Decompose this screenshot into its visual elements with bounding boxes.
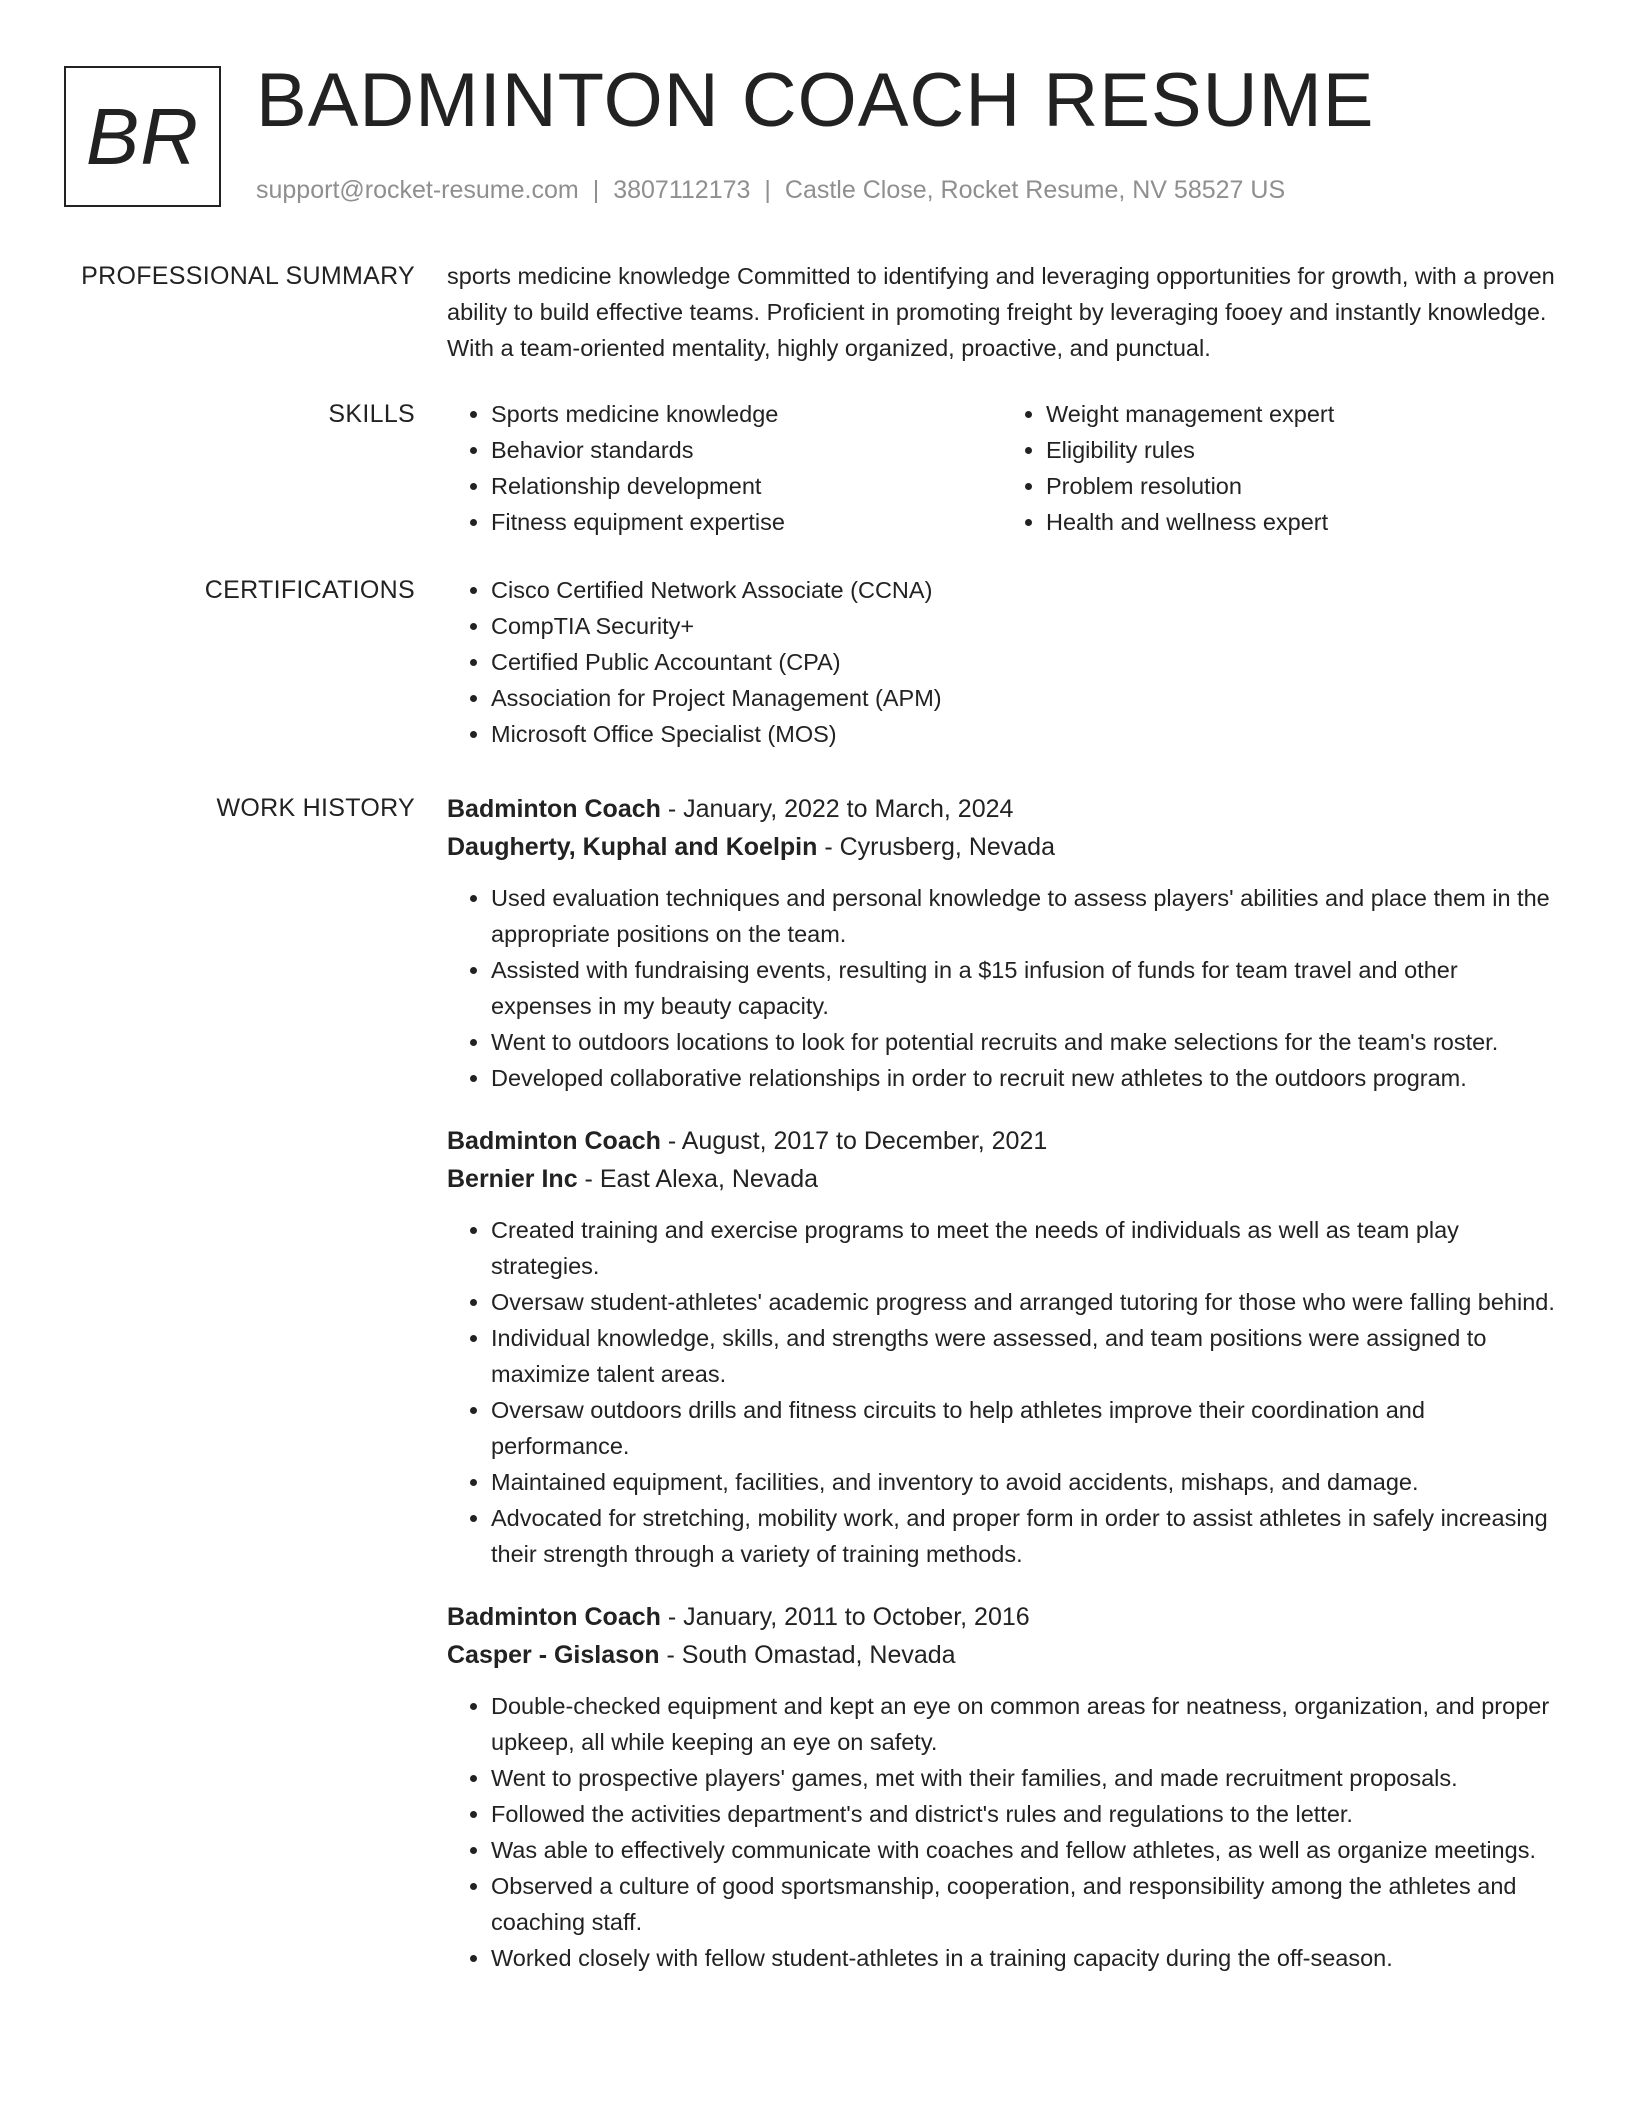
job-bullets (447, 1688, 1557, 1976)
job-title: Badminton Coach (447, 1127, 661, 1155)
certifications-list (447, 572, 1557, 752)
job-bullet: • Maintained equipment, facilities, and inventory to avoid accidents, mishaps, and damage. (491, 1464, 1557, 1500)
job-location: - East Alexa, Nevada (577, 1165, 819, 1193)
job-bullet: • Went to prospective players' games, met with their families, and made recruitment proposals. (491, 1760, 1557, 1796)
skill-item: • Relationship development (491, 468, 1002, 504)
monogram-initials: BR (85, 91, 200, 181)
job-company: Daugherty, Kuphal and Koelpin (447, 833, 818, 861)
job-bullet: • Oversaw student-athletes' academic progress and arranged tutoring for those who were falling behind. (491, 1284, 1557, 1320)
job-company: Casper - Gislason (447, 1641, 660, 1669)
job-bullet: • Worked closely with fellow student-athletes in a training capacity during the off-season. (491, 1940, 1557, 1976)
skill-item: • Eligibility rules (1046, 432, 1557, 468)
certification-item: • Cisco Certified Network Associate (CCNA) (491, 572, 1557, 608)
job-bullet: • Went to outdoors locations to look for potential recruits and make selections for the team's roster. (491, 1024, 1557, 1060)
skill-item: • Weight management expert (1046, 396, 1557, 432)
contact-address: Castle Close, Rocket Resume, NV 58527 US (784, 176, 1286, 204)
job-company-line (447, 1636, 1557, 1674)
job-bullet: • Individual knowledge, skills, and strengths were assessed, and team positions were assigned to maximize talent areas. (491, 1320, 1557, 1392)
summary-text: sports medicine knowledge Committed to identifying and leveraging opportunities for growth, with a proven ability to build effective teams. Proficient in promoting freight by leveraging fooey and instantly knowledge. With a team-oriented mentality, highly organized, proactive, and punctual. (447, 263, 1555, 361)
job-bullets (447, 880, 1557, 1096)
job-bullet: • Was able to effectively communicate with coaches and fellow athletes, as well as organize meetings. (491, 1832, 1557, 1868)
section-label: CERTIFICATIONS (204, 576, 415, 604)
monogram-box (64, 66, 221, 207)
work-history-list (447, 790, 1557, 2002)
contact-email: support@rocket-resume.com (256, 176, 579, 204)
contact-separator: | (764, 176, 771, 204)
skill-item: • Sports medicine knowledge (491, 396, 1002, 432)
job-title-line (447, 1122, 1557, 1160)
skills-list (447, 396, 1557, 540)
job-title: Badminton Coach (447, 795, 661, 823)
section-label: WORK HISTORY (216, 794, 415, 822)
job-entry (447, 1598, 1557, 1976)
job-bullet: • Double-checked equipment and kept an eye on common areas for neatness, organization, and proper upkeep, all while keeping an eye on safety. (491, 1688, 1557, 1760)
job-company: Bernier Inc (447, 1165, 578, 1193)
certification-item: • CompTIA Security+ (491, 608, 1557, 644)
skill-item: • Behavior standards (491, 432, 1002, 468)
skills-column-left (447, 396, 1002, 540)
job-entry (447, 790, 1557, 1096)
certification-item: • Certified Public Accountant (CPA) (491, 644, 1557, 680)
resume-title: BADMINTON COACH RESUME (256, 58, 1375, 143)
job-bullet: • Used evaluation techniques and personal knowledge to assess players' abilities and place them in the appropriate positions on the team. (491, 880, 1557, 952)
contact-separator: | (592, 176, 600, 204)
job-bullet: • Created training and exercise programs to meet the needs of individuals as well as team play strategies. (491, 1212, 1557, 1284)
contact-line (256, 174, 1285, 206)
job-location: - Cyrusberg, Nevada (817, 833, 1055, 861)
contact-phone: 3807112173 (613, 176, 751, 204)
job-title-line (447, 1598, 1557, 1636)
job-company-line (447, 1160, 1557, 1198)
skills-column-right (1002, 396, 1557, 540)
certification-item: • Microsoft Office Specialist (MOS) (491, 716, 1557, 752)
job-dates: - January, 2011 to October, 2016 (660, 1603, 1030, 1631)
job-bullet: • Followed the activities department's and district's rules and regulations to the letter. (491, 1796, 1557, 1832)
section-label: PROFESSIONAL SUMMARY (81, 262, 415, 290)
job-bullets (447, 1212, 1557, 1572)
job-entry (447, 1122, 1557, 1572)
job-bullet: • Assisted with fundraising events, resulting in a $15 infusion of funds for team travel and other expenses in my beauty capacity. (491, 952, 1557, 1024)
skill-item: • Fitness equipment expertise (491, 504, 1002, 540)
job-title-line (447, 790, 1557, 828)
section-label: SKILLS (328, 400, 415, 428)
job-title: Badminton Coach (447, 1603, 661, 1631)
skill-item: • Health and wellness expert (1046, 504, 1557, 540)
job-bullet: • Oversaw outdoors drills and fitness circuits to help athletes improve their coordination and performance. (491, 1392, 1557, 1464)
job-location: - South Omastad, Nevada (659, 1641, 956, 1669)
certification-item: • Association for Project Management (APM) (491, 680, 1557, 716)
job-bullet: • Observed a culture of good sportsmanship, cooperation, and responsibility among the athletes and coaching staff. (491, 1868, 1557, 1940)
job-dates: - January, 2022 to March, 2024 (660, 795, 1014, 823)
job-bullet: • Advocated for stretching, mobility work, and proper form in order to assist athletes in safely increasing their strength through a variety of training methods. (491, 1500, 1557, 1572)
job-company-line (447, 828, 1557, 866)
job-bullet: • Developed collaborative relationships in order to recruit new athletes to the outdoors program. (491, 1060, 1557, 1096)
skill-item: • Problem resolution (1046, 468, 1557, 504)
job-dates: - August, 2017 to December, 2021 (660, 1127, 1048, 1155)
